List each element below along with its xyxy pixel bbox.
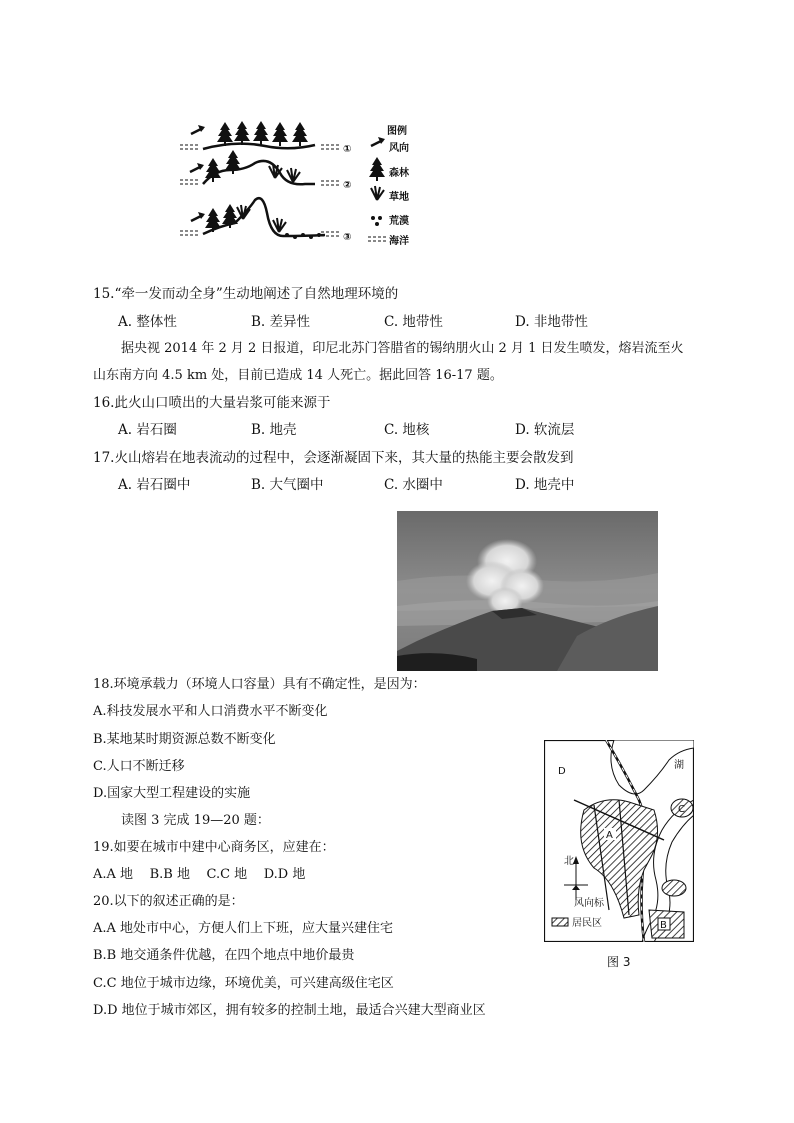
legend-title: 图例 (387, 126, 407, 137)
q15-option-d[interactable]: D. 非地带性 (515, 314, 588, 330)
q17-stem: 17.火山熔岩在地表流动的过程中，会逐渐凝固下来，其大量的热能主要会散发到 (93, 450, 574, 466)
q20-option-c[interactable]: C.C 地位于城市边缘，环境优美，可兴建高级住宅区 (93, 976, 394, 991)
passage-line-1: 据央视 2014 年 2 月 2 日报道，印尼北苏门答腊省的锡纳朋火山 2 月 1 日发生喷发，熔岩流至火 (121, 341, 684, 356)
row-label-2: ② (343, 180, 352, 191)
row-label-1: ① (343, 144, 352, 155)
q16-option-c[interactable]: C. 地核 (384, 422, 430, 438)
q18-stem: 18.环境承载力（环境人口容量）具有不确定性，是因为： (93, 677, 426, 692)
legend-desert: 荒漠 (389, 216, 409, 227)
q19-options[interactable]: A.A 地 B.B 地 C.C 地 D.D 地 (93, 867, 306, 882)
map-label-b: B (660, 920, 667, 931)
q17-option-c[interactable]: C. 水圈中 (384, 477, 443, 493)
map-label-c: C (678, 804, 685, 815)
map-label-north: 北 (564, 856, 574, 867)
q16-option-a[interactable]: A. 岩石圈 (118, 422, 177, 438)
q19-stem: 19.如要在城市中建中心商务区，应建在： (93, 840, 335, 855)
volcano-photo (397, 511, 658, 671)
q17-option-a[interactable]: A. 岩石圈中 (118, 477, 191, 493)
row-label-3: ③ (343, 232, 352, 243)
q18-option-d[interactable]: D.国家大型工程建设的实施 (93, 786, 251, 801)
q15-option-c[interactable]: C. 地带性 (384, 314, 443, 330)
q16-option-b[interactable]: B. 地壳 (251, 422, 297, 438)
map-legend-residential: 居民区 (572, 918, 602, 929)
q20-option-b[interactable]: B.B 地交通条件优越，在四个地点中地价最贵 (93, 948, 355, 963)
q20-option-d[interactable]: D.D 地位于城市郊区，拥有较多的控制土地，最适合兴建大型商业区 (93, 1003, 486, 1018)
q18-option-a[interactable]: A.科技发展水平和人口消费水平不断变化 (93, 704, 328, 719)
legend-forest: 森林 (389, 168, 409, 179)
q20-stem: 20.以下的叙述正确的是： (93, 894, 244, 909)
q18-option-c[interactable]: C.人口不断迁移 (93, 759, 185, 774)
q15-option-b[interactable]: B. 差异性 (251, 314, 311, 330)
legend-grassland: 草地 (389, 192, 409, 203)
map-label-wind-vane: 风向标 (574, 898, 604, 909)
map-label-lake: 湖 (674, 760, 684, 771)
vegetation-wind-diagram (175, 118, 430, 253)
read-figure-instruction: 读图 3 完成 19—20 题： (121, 813, 270, 828)
legend-ocean: 海洋 (389, 236, 409, 247)
q20-option-a[interactable]: A.A 地处市中心，方便人们上下班，应大量兴建住宅 (93, 921, 394, 936)
q15-stem: 15.“牵一发而动全身”生动地阐述了自然地理环境的 (93, 286, 399, 302)
city-map-figure (544, 740, 694, 942)
figure-3-caption: 图 3 (607, 955, 631, 969)
map-label-d: D (558, 766, 566, 777)
q15-option-a[interactable]: A. 整体性 (118, 314, 177, 330)
map-label-a: A (606, 830, 613, 841)
q16-option-d[interactable]: D. 软流层 (515, 422, 575, 438)
q17-option-d[interactable]: D. 地壳中 (515, 477, 575, 493)
passage-line-2: 山东南方向 4.5 km 处，目前已造成 14 人死亡。据此回答 16-17 题。 (93, 368, 503, 383)
q16-stem: 16.此火山口喷出的大量岩浆可能来源于 (93, 395, 331, 411)
q17-option-b[interactable]: B. 大气圈中 (251, 477, 324, 493)
q18-option-b[interactable]: B.某地某时期资源总数不断变化 (93, 732, 276, 747)
legend-wind: 风向 (389, 143, 409, 154)
